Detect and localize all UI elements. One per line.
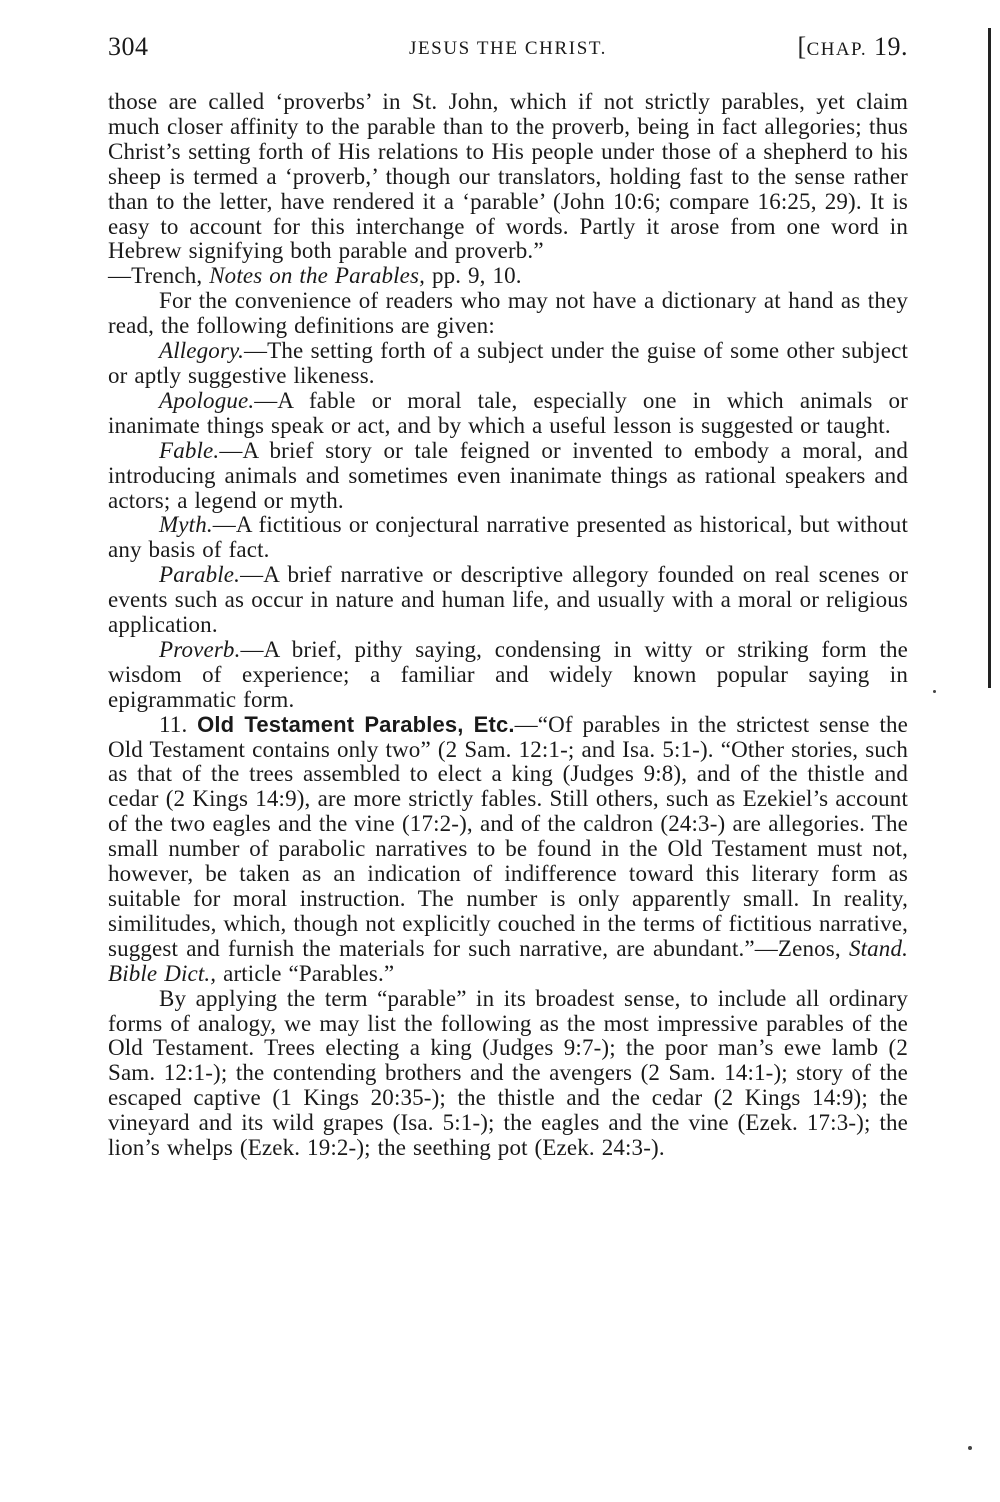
definition-term: Proverb. — [159, 636, 241, 662]
definitions-intro: For the convenience of readers who may not have a dictionary at hand as they read, the following definitions are given: — [108, 288, 908, 339]
page-number: 304 — [108, 32, 149, 61]
definition-entry — [108, 563, 908, 638]
chapter-number: 19. — [874, 32, 908, 61]
definition-entry — [108, 439, 908, 514]
chapter-reference — [798, 32, 909, 62]
definition-entry — [108, 513, 908, 563]
definition-term: Fable. — [159, 437, 220, 463]
definition-entry — [108, 389, 908, 439]
definition-term: Myth. — [159, 512, 213, 538]
quote-attribution-prefix: —Trench, — [108, 263, 203, 289]
definition-term: Allegory. — [159, 338, 245, 364]
definition-text: —The setting forth of a subject under the guise of some other subject or aptly suggestive likeness. — [108, 338, 908, 388]
quote-attribution-work: Notes on the Parables, — [209, 263, 426, 289]
quote-attribution-pages: pp. 9, 10. — [431, 263, 522, 289]
quote-continuation-paragraph — [108, 90, 908, 289]
print-speck — [933, 690, 936, 693]
definition-term: Apologue. — [159, 387, 255, 413]
page-header — [108, 32, 908, 62]
section-number: 11. — [159, 711, 188, 737]
definition-term: Parable. — [159, 562, 241, 588]
page-body — [108, 90, 908, 1161]
definition-text: —A brief narrative or descriptive allegory founded on real scenes or events such as occur in nature and human life, and usually with a moral or religious application. — [108, 562, 908, 638]
section-source-work: Stand. Bible Dict., — [108, 935, 908, 986]
page-edge-rule — [988, 28, 991, 688]
section-11-paragraph — [108, 713, 908, 987]
definition-text: —A brief, pithy saying, condensing in witty or striking form the wisdom of experience; a familiar and widely known popular saying in epigrammatic form. — [108, 636, 908, 712]
definition-text: —A fictitious or conjectural narrative presented as historical, but without any basis of fact. — [108, 512, 908, 563]
definition-text: —A brief story or tale feigned or invented to embody a moral, and introducing animals and sometimes even inanimate things as rational speakers and actors; a legend or myth. — [108, 437, 908, 513]
section-text: —“Of parables in the strictest sense the Old Testament contains only two” (2 Sam. 12:1-; and Isa. 5:1-). “Other stories, such as that of the trees assembled to elect a king (Judges 9:8), and of the thistle and cedar (2 Kings 14:9), are more strictly fables. Still others, such as Ezekiel’s account of the two eagles and the vine (17:2-), and of the caldron (24:3-) are allegories. The small number of parabolic narratives to be found in the Old Testament must not, however, be taken as an indication of indifference toward this literary form as suitable for moral instruction. The number is only apparently small. In reality, similitudes, which, though not explicitly couched in the terms of fictitious narrative, suggest and furnish the materials for such narrative, are abundant.”—Zenos, — [108, 711, 909, 961]
section-title: Old Testament Parables, Etc. — [197, 711, 515, 737]
chapter-label: CHAP. — [806, 39, 867, 60]
print-speck — [968, 1446, 972, 1450]
quote-continuation-text: those are called ‘proverbs’ in St. John, which if not strictly parables, yet claim much closer affinity to the parable than to the proverb, being in fact allegories; thus Christ’s setting forth of His relations to His people under those of a shepherd to his sheep is termed a ‘proverb,’ though our translators, holding fast to the sense rather than to the letter, have rendered it a ‘parable’ (John 10:6; compare 16:25, 29). It is easy to account for this interchange of words. Partly it arose from one word in Hebrew signifying both parable and proverb.” — [108, 89, 908, 264]
section-source-article: article “Parables.” — [223, 960, 395, 986]
chapter-bracket: [ — [797, 32, 807, 61]
definition-entry — [108, 638, 908, 713]
definition-text: —A fable or moral tale, especially one in which animals or inanimate things speak or act, and by which a useful lesson is suggested or taught. — [108, 387, 908, 438]
definition-entry — [108, 339, 908, 389]
running-title: JESUS THE CHRIST. — [408, 38, 608, 59]
closing-paragraph: By applying the term “parable” in its broadest sense, to include all ordinary forms of analogy, we may list the following as the most impressive parables of the Old Testament. Trees electing a king (Judges 9:7-); the poor man’s ewe lamb (2 Sam. 12:1-); the contending brothers and the avengers (2 Sam. 14:1-); story of the escaped captive (1 Kings 20:35-); the thistle and the cedar (2 Kings 14:9); the vineyard and its wild grapes (Isa. 5:1-); the eagles and the vine (Ezek. 17:3-); the lion’s whelps (Ezek. 19:2-); the seething pot (Ezek. 24:3-). — [108, 985, 908, 1161]
